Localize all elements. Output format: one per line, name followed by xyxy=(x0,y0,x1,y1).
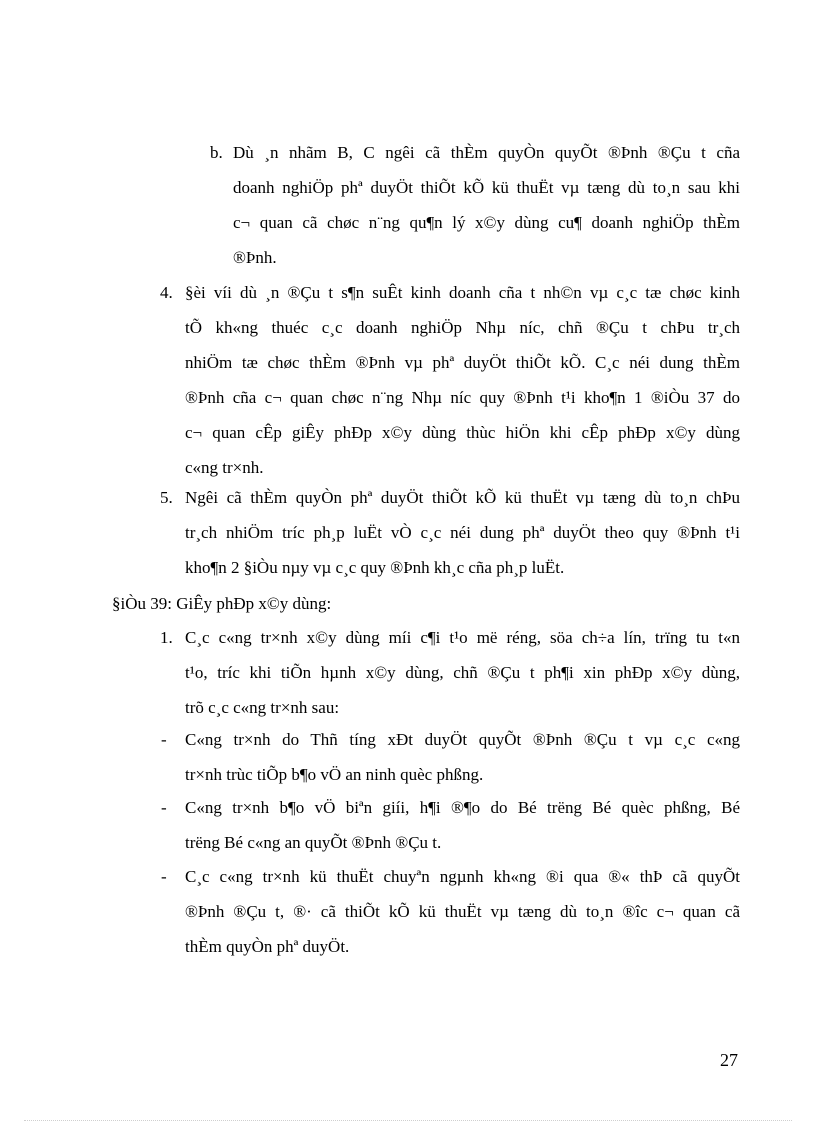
paragraph-line: trëng Bé c«ng an quyÕt ®Þnh ®Çu t. xyxy=(185,833,442,852)
list-marker: b. xyxy=(210,143,223,162)
paragraph-line: tr×nh trùc tiÕp b¶o vÖ an ninh quèc phßng. xyxy=(185,765,484,784)
list-marker: 1. xyxy=(160,628,173,647)
paragraph-line: thÈm quyÒn phª duyÖt. xyxy=(185,937,350,956)
paragraph-line: C¸c c«ng tr×nh x©y dùng míi c¶i t¹o më réng, söa ch÷a lín, trïng tu t«n xyxy=(185,628,740,647)
dash-marker: - xyxy=(161,730,167,749)
paragraph-line: ®Þnh cña c¬ quan chøc n¨ng Nhµ níc quy ®Þnh t¹i kho¶n 1 ®iÒu 37 do xyxy=(185,388,740,407)
paragraph-line: doanh nghiÖp phª duyÖt thiÕt kÕ kü thuËt vµ tæng dù to¸n sau khi xyxy=(233,178,740,197)
paragraph-line: Dù ¸n nhãm B, C ngêi cã thÈm quyÒn quyÕt ®Þnh ®Çu t cña xyxy=(233,143,740,162)
paragraph-line: nhiÖm tæ chøc thÈm ®Þnh vµ phª duyÖt thiÕt kÕ. C¸c néi dung thÈm xyxy=(185,353,740,372)
paragraph-line: tÕ kh«ng thuéc c¸c doanh nghiÖp Nhµ níc, chñ ®Çu t chÞu tr¸ch xyxy=(185,318,740,337)
dash-marker: - xyxy=(161,798,167,817)
paragraph-line: c¬ quan cÊp giÊy phÐp x©y dùng thùc hiÖn khi cÊp phÐp x©y dùng xyxy=(185,423,740,442)
paragraph-line: C«ng tr×nh b¶o vÖ biªn giíi, h¶i ®¶o do Bé trëng Bé quèc phßng, Bé xyxy=(185,798,740,817)
page-bottom-divider xyxy=(24,1120,792,1121)
paragraph-line: c«ng tr×nh. xyxy=(185,458,264,477)
paragraph-line: trõ c¸c c«ng tr×nh sau: xyxy=(185,698,340,717)
dash-marker: - xyxy=(161,867,167,886)
paragraph-line: ®Þnh. xyxy=(233,248,277,267)
paragraph-line: C¸c c«ng tr×nh kü thuËt chuyªn ngµnh kh«ng ®i qua ®« thÞ cã quyÕt xyxy=(185,867,740,886)
article-heading: §iÒu 39: GiÊy phÐp x©y dùng: xyxy=(112,594,332,613)
paragraph-line: §èi víi dù ¸n ®Çu t s¶n suÊt kinh doanh cña t nh©n vµ c¸c tæ chøc kinh xyxy=(185,283,740,302)
list-marker: 4. xyxy=(160,283,173,302)
paragraph-line: tr¸ch nhiÖm tríc ph¸p luËt vÒ c¸c néi dung phª duyÖt theo quy ®Þnh t¹i xyxy=(185,523,740,542)
page-number: 27 xyxy=(720,1050,738,1070)
list-marker: 5. xyxy=(160,488,173,507)
paragraph-line: Ngêi cã thÈm quyÒn phª duyÖt thiÕt kÕ kü thuËt vµ tæng dù to¸n chÞu xyxy=(185,488,740,507)
paragraph-line: c¬ quan cã chøc n¨ng qu¶n lý x©y dùng cu¶ doanh nghiÖp thÈm xyxy=(233,213,740,232)
paragraph-line: t¹o, tríc khi tiÕn hµnh x©y dùng, chñ ®Çu t ph¶i xin phÐp x©y dùng, xyxy=(185,663,740,682)
paragraph-line: ®Þnh ®Çu t, ®· cã thiÕt kÕ kü thuËt vµ tæng dù to¸n ®îc c¬ quan cã xyxy=(185,902,740,921)
paragraph-line: kho¶n 2 §iÒu nµy vµ c¸c quy ®Þnh kh¸c cña ph¸p luËt. xyxy=(185,558,565,577)
paragraph-line: C«ng tr×nh do Thñ tíng xÐt duyÖt quyÕt ®Þnh ®Çu t vµ c¸c c«ng xyxy=(185,730,740,749)
